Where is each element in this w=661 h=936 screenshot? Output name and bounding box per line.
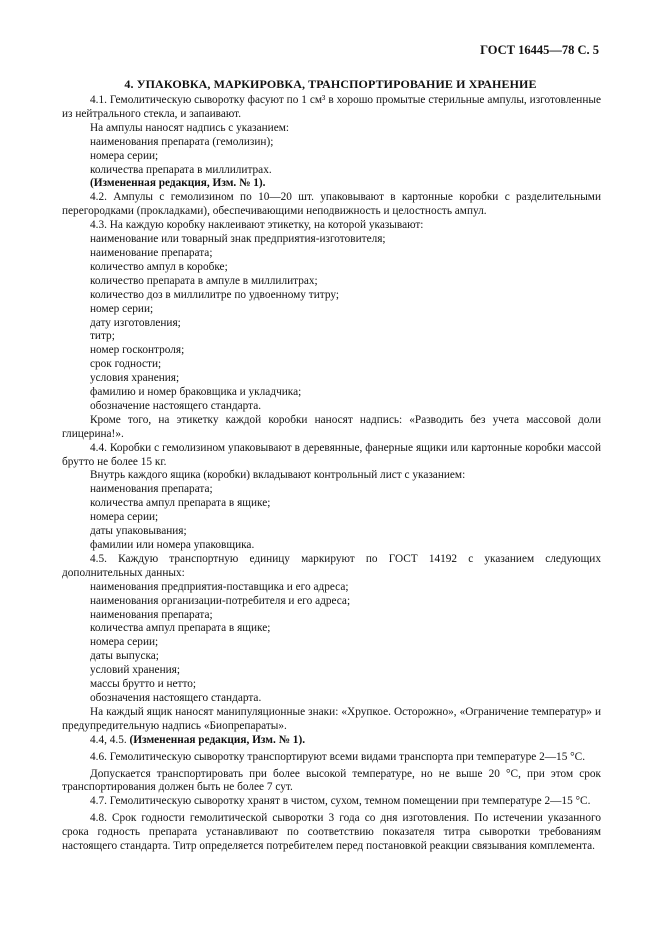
list-line: количества ампул препарата в ящике;	[90, 497, 271, 510]
paragraph: 4.8. Срок годности гемолитической сыворотки 3 года со дня изготовления. По истечении указанного срока годность препарата устанавливают по соответствию показателя титра сыворотки требованиям настоящего стандарта. Титр определяется потребителем перед постановкой реакции связывания комплемента.	[62, 812, 601, 853]
list-line: условий хранения;	[90, 664, 180, 677]
section-title: 4. УПАКОВКА, МАРКИРОВКА, ТРАНСПОРТИРОВАНИЕ И ХРАНЕНИЕ	[124, 77, 537, 91]
paragraph: 4.4. Коробки с гемолизином упаковывают в деревянные, фанерные ящики или картонные коробки массой брутто не более 15 кг.	[62, 441, 601, 468]
list-line: даты упаковывания;	[90, 525, 187, 538]
list-line: наименования организации-потребителя и его адреса;	[90, 594, 351, 607]
paragraph: 4.7. Гемолитическую сыворотку хранят в чистом, сухом, темном помещении при температуре 2—15 °С.	[90, 795, 591, 808]
list-line: даты выпуска;	[90, 650, 159, 663]
list-line: дату изготовления;	[90, 316, 181, 329]
paragraph: 4.2. Ампулы с гемолизином по 10—20 шт. упаковывают в картонные коробки с разделительными перегородками (прокладками), обеспечивающими неподвижность и целостность ампул.	[62, 191, 601, 218]
paragraph: На каждый ящик наносят манипуляционные знаки: «Хрупкое. Осторожно», «Ограничение температур» и предупредительную надпись «Биопрепараты».	[62, 705, 601, 732]
list-line: условия хранения;	[90, 372, 180, 385]
paragraph: Кроме того, на этикетку каждой коробки наносят надпись: «Разводить без учета массовой доли глицерина!».	[62, 413, 601, 440]
list-line: На ампулы наносят надпись с указанием:	[90, 121, 289, 134]
list-line: срок годности;	[90, 358, 162, 371]
amendment-prefix: 4.4, 4.5.	[90, 733, 130, 746]
list-line: количество ампул в коробке;	[90, 260, 228, 273]
paragraph: 4.6. Гемолитическую сыворотку транспортируют всеми видами транспорта при температуре 2—15 °С.	[90, 750, 586, 763]
list-line: номера серии;	[90, 636, 159, 649]
list-line: количество препарата в ампуле в миллилитрах;	[90, 274, 318, 287]
amendment-note: (Измененная редакция, Изм. № 1).	[90, 177, 266, 190]
list-line: наименования препарата;	[90, 608, 213, 621]
list-line: титр;	[90, 330, 115, 343]
list-line: количество доз в миллилитре по удвоенному титру;	[90, 288, 339, 301]
list-line: количества ампул препарата в ящике;	[90, 622, 271, 635]
list-line: наименование препарата;	[90, 246, 213, 259]
amendment-note	[62, 734, 601, 748]
list-line: фамилии или номера упаковщика.	[90, 539, 255, 551]
list-line: массы брутто и нетто;	[90, 678, 197, 691]
list-line: номера серии;	[90, 511, 159, 524]
page-header: ГОСТ 16445—78 С. 5	[480, 43, 599, 57]
amendment-text: (Измененная редакция, Изм. № 1).	[129, 733, 306, 746]
list-line: количества препарата в миллилитрах.	[90, 163, 272, 176]
list-line: наименования препарата;	[90, 483, 213, 496]
list-line: наименование или товарный знак предприятия-изготовителя;	[90, 233, 386, 246]
list-line: 4.3. На каждую коробку наклеивают этикетку, на которой указывают:	[90, 219, 424, 232]
list-line: фамилию и номер браковщика и укладчика;	[90, 386, 302, 399]
document-body	[62, 94, 601, 854]
paragraph: 4.1. Гемолитическую сыворотку фасуют по 1 см³ в хорошо промытые стерильные ампулы, изготовленные из нейтрального стекла, и запаивают.	[62, 94, 601, 120]
list-line: Внутрь каждого ящика (коробки) вкладывают контрольный лист с указанием:	[90, 469, 466, 482]
list-line: номера серии;	[90, 149, 159, 162]
list-line: обозначение настоящего стандарта.	[90, 399, 262, 412]
list-line: наименования препарата (гемолизин);	[90, 135, 274, 148]
list-line: номер госконтроля;	[90, 344, 185, 357]
list-line: обозначения настоящего стандарта.	[90, 691, 262, 704]
paragraph: 4.5. Каждую транспортную единицу маркируют по ГОСТ 14192 с указанием следующих дополнительных данных:	[62, 552, 601, 579]
paragraph: Допускается транспортировать при более высокой температуре, но не выше 20 °С, при этом срок транспортирования должен быть не более 7 сут.	[62, 767, 601, 794]
list-line: наименования предприятия-поставщика и его адреса;	[90, 580, 349, 593]
list-line: номер серии;	[90, 302, 154, 315]
